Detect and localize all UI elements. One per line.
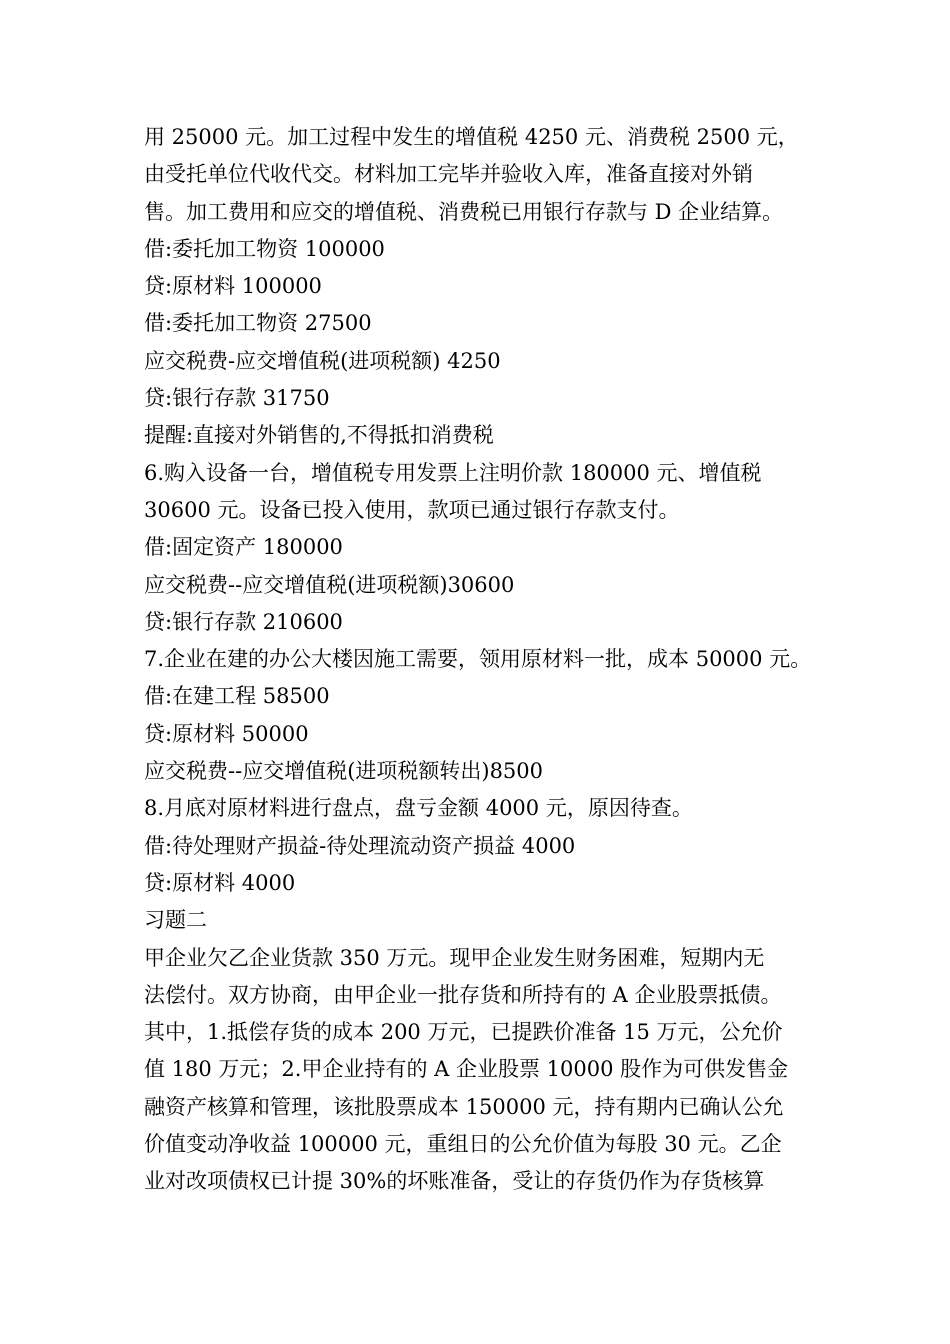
journal-entry-line: 贷:银行存款 210600 [144,609,343,634]
problem-text-line: 法偿付。双方协商，由甲企业一批存货和所持有的 A 企业股票抵债。 [144,982,782,1007]
journal-entry-line: 借:委托加工物资 100000 [144,236,385,261]
problem-text-line: 融资产核算和管理，该批股票成本 150000 元，持有期内已确认公允 [144,1094,784,1119]
problem-text-line: 甲企业欠乙企业货款 350 万元。现甲企业发生财务困难，短期内无 [144,945,765,970]
section-heading: 习题二 [144,908,207,933]
journal-entry-line: 应交税费-应交增值税(进项税额) 4250 [144,348,501,373]
question-line: 8.月底对原材料进行盘点，盘亏金额 4000 元，原因待查。 [144,796,693,821]
journal-entry-line: 应交税费--应交增值税(进项税额)30600 [144,572,515,597]
document-body [144,119,834,1201]
question-line: 7.企业在建的办公大楼因施工需要，领用原材料一批，成本 50000 元。 [144,647,812,672]
problem-text-line: 其中，1.抵偿存货的成本 200 万元，已提跌价准备 15 万元，公允价 [144,1020,783,1045]
journal-entry-line: 贷:原材料 4000 [144,870,296,895]
journal-entry-line: 应交税费--应交增值税(进项税额转出)8500 [144,759,544,784]
question-line: 30600 元。设备已投入使用，款项已通过银行存款支付。 [144,497,680,522]
question-line: 6.购入设备一台，增值税专用发票上注明价款 180000 元、增值税 [144,460,762,485]
journal-entry-line: 借:委托加工物资 27500 [144,311,372,336]
journal-entry-line: 借:在建工程 58500 [144,684,330,709]
journal-entry-line: 借:固定资产 180000 [144,535,343,560]
problem-text-line: 业对改项债权已计提 30%的坏账准备，受让的存货仍作为存货核算 [144,1169,765,1194]
text-line: 用 25000 元。加工过程中发生的增值税 4250 元、消费税 2500 元， [144,125,799,149]
journal-entry-line: 贷:原材料 50000 [144,721,309,746]
problem-text-line: 值 180 万元；2.甲企业持有的 A 企业股票 10000 股作为可供发售金 [144,1057,789,1082]
journal-entry-line: 贷:原材料 100000 [144,274,322,299]
text-line: 售。加工费用和应交的增值税、消费税已用银行存款与 D 企业结算。 [144,199,784,224]
problem-text-line: 价值变动净收益 100000 元，重组日的公允价值为每股 30 元。乙企 [144,1132,782,1157]
note-line: 提醒:直接对外销售的,不得抵扣消费税 [144,423,494,448]
journal-entry-line: 借:待处理财产损益-待处理流动资产损益 4000 [144,833,576,858]
journal-entry-line: 贷:银行存款 31750 [144,386,330,411]
text-line: 由受托单位代收代交。材料加工完毕并验收入库，准备直接对外销 [144,162,753,187]
